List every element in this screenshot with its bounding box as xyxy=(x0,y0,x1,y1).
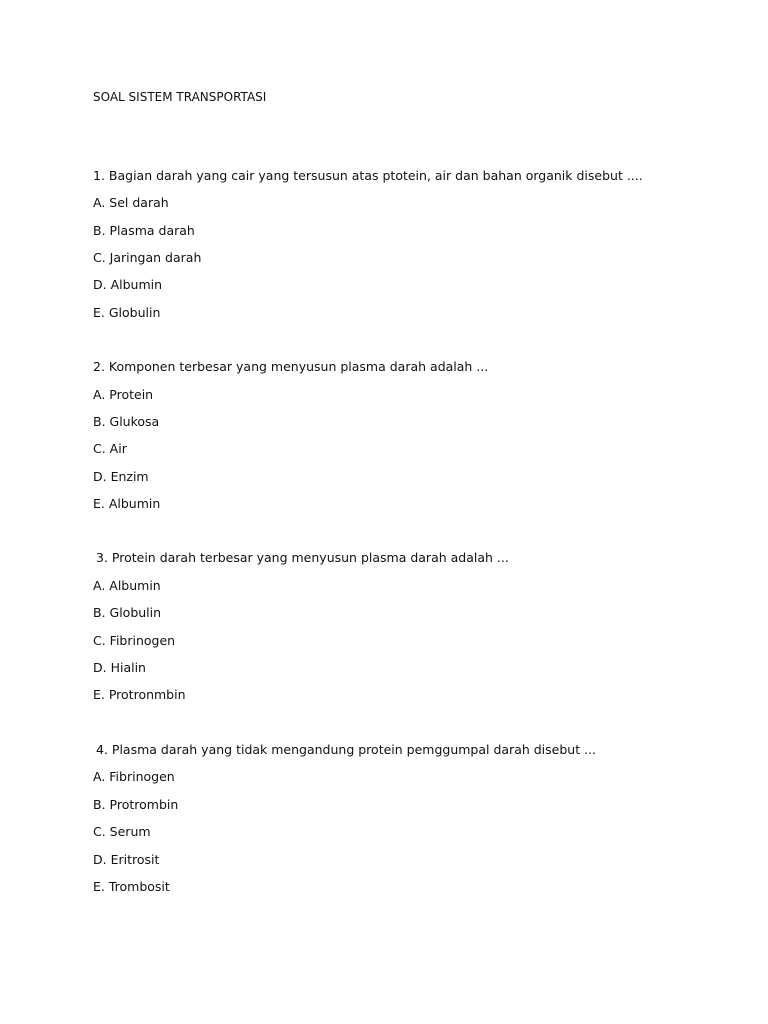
question-1-option-d: D. Albumin xyxy=(93,277,163,292)
question-3-option-a: A. Albumin xyxy=(93,578,161,593)
question-2-option-b: B. Glukosa xyxy=(93,414,160,429)
question-2-option-d: D. Enzim xyxy=(93,469,149,484)
document-title: SOAL SISTEM TRANSPORTASI xyxy=(93,90,267,104)
question-3-option-b: B. Globulin xyxy=(93,605,162,620)
question-1-text: 1. Bagian darah yang cair yang tersusun atas ptotein, air dan bahan organik disebut .... xyxy=(93,168,643,183)
question-2-option-a: A. Protein xyxy=(93,387,154,402)
question-1-option-a: A. Sel darah xyxy=(93,195,169,210)
question-2-text: 2. Komponen terbesar yang menyusun plasma darah adalah ... xyxy=(93,359,489,374)
question-1-option-b: B. Plasma darah xyxy=(93,223,195,238)
question-3-option-e: E. Protronmbin xyxy=(93,687,186,702)
question-4-option-a: A. Fibrinogen xyxy=(93,769,175,784)
question-4-option-d: D. Eritrosit xyxy=(93,852,160,867)
question-1-option-e: E. Globulin xyxy=(93,305,161,320)
question-3-text: 3. Protein darah terbesar yang menyusun plasma darah adalah ... xyxy=(96,550,509,565)
question-2-option-c: C. Air xyxy=(93,441,127,456)
question-4-option-c: C. Serum xyxy=(93,824,151,839)
question-3-option-c: C. Fibrinogen xyxy=(93,633,176,648)
question-2-option-e: E. Albumin xyxy=(93,496,161,511)
question-1-option-c: C. Jaringan darah xyxy=(93,250,202,265)
question-4-option-e: E. Trombosit xyxy=(93,879,170,894)
question-3-option-d: D. Hialin xyxy=(93,660,146,675)
question-4-option-b: B. Protrombin xyxy=(93,797,179,812)
question-4-text: 4. Plasma darah yang tidak mengandung protein pemggumpal darah disebut ... xyxy=(96,742,597,757)
